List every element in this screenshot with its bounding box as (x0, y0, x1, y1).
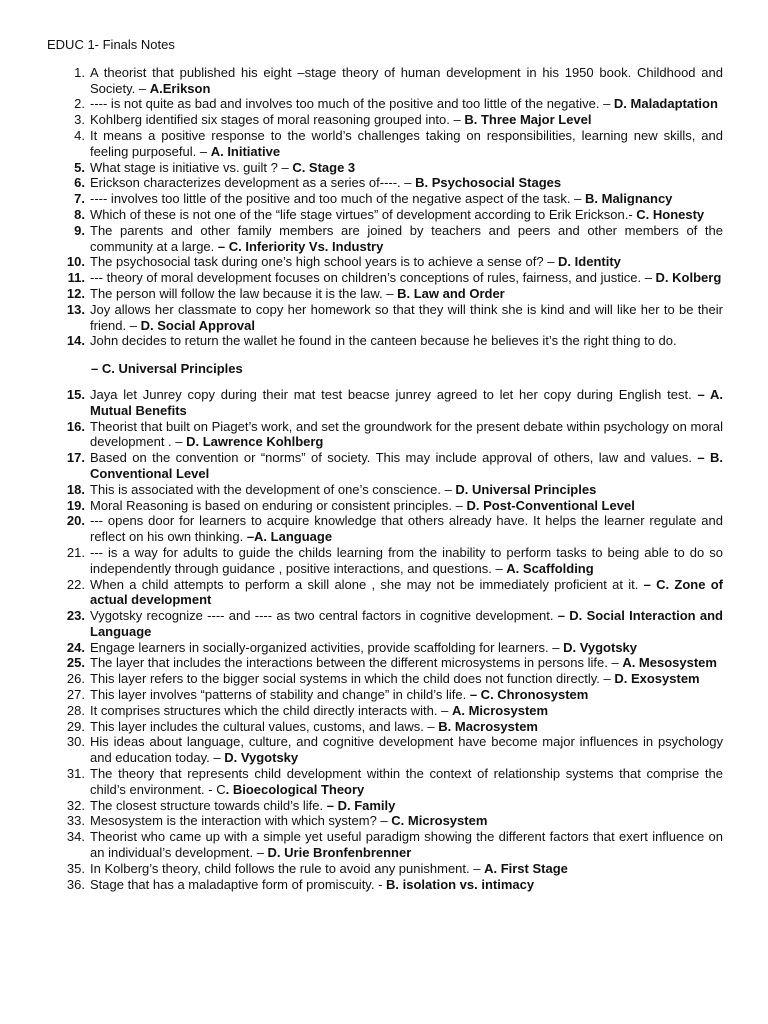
question-number: 13. (66, 301, 85, 317)
question-number: 5. (74, 159, 85, 175)
question-item (47, 387, 723, 419)
question-number: 9. (74, 222, 85, 238)
standalone-answer: – C. Universal Principles (91, 361, 243, 377)
question-text: John decides to return the wallet he found in the canteen because he believes it’s the right thing to do. (90, 333, 677, 349)
question-answer: C. Stage 3 (292, 159, 356, 175)
question-answer: D. Identity (558, 254, 621, 270)
question-item (47, 333, 723, 349)
question-answer: A. Initiative (210, 143, 281, 159)
question-item (47, 671, 723, 687)
question-number: 17. (66, 450, 85, 466)
question-text: Theorist who came up with a simple yet useful paradigm showing the different factors that exert influence on an individual’s development. – (90, 829, 723, 861)
question-number: 14. (66, 333, 85, 349)
question-number: 6. (74, 175, 85, 191)
question-number: 27. (66, 687, 85, 703)
question-item (47, 65, 723, 97)
question-text: This is associated with the development of one’s conscience. – (90, 481, 456, 497)
question-item (47, 175, 723, 191)
question-answer: B. isolation vs. intimacy (386, 876, 535, 892)
question-text: In Kolberg’s theory, child follows the rule to avoid any punishment. – (90, 860, 485, 876)
question-number: 34. (66, 829, 85, 845)
question-number: 15. (66, 386, 85, 402)
question-text: The person will follow the law because it is the law. – (90, 285, 398, 301)
question-item (47, 191, 723, 207)
question-item (47, 798, 723, 814)
question-item (47, 160, 723, 176)
question-number: 20. (66, 513, 85, 529)
question-text: The closest structure towards child’s life. (90, 797, 327, 813)
question-text: The theory that represents child development within the context of relationship systems that comprise the child’s environment. - C (90, 766, 723, 797)
question-answer: B. Macrosystem (438, 718, 538, 734)
question-number: 10. (66, 254, 85, 270)
question-answer: – D. Family (326, 797, 396, 813)
question-answer: A. Mesosystem (622, 655, 717, 671)
question-item (47, 655, 723, 671)
question-answer: C. Microsystem (391, 813, 488, 829)
question-item (47, 766, 723, 798)
question-text: It means a positive response to the world’s challenges taking on responsibilities, learning new skills, and feeling purposeful. – (90, 127, 723, 159)
question-answer: – C. Chronosystem (469, 687, 589, 703)
question-item (47, 703, 723, 719)
question-item (47, 498, 723, 514)
question-item (47, 96, 723, 112)
question-text: --- theory of moral development focuses on children’s conceptions of rules, fairness, and justice. – (90, 270, 656, 286)
question-number: 32. (66, 797, 85, 813)
question-number: 30. (66, 734, 85, 750)
question-number: 22. (66, 576, 85, 592)
question-answer: – C. Inferiority Vs. Industry (217, 238, 384, 254)
question-text: Jaya let Junrey copy during their mat test beacse junrey agreed to let her copy during English test. (90, 386, 698, 402)
question-text: Which of these is not one of the “life stage virtues” of development according to Erik Erickson.- (90, 206, 637, 222)
question-number: 25. (66, 655, 85, 671)
question-answer: D. Universal Principles (455, 481, 597, 497)
question-item (47, 719, 723, 735)
question-item (47, 482, 723, 498)
question-number: 28. (66, 702, 85, 718)
question-text: The psychosocial task during one’s high school years is to achieve a sense of? – (90, 254, 559, 270)
question-item (47, 450, 723, 482)
question-number: 24. (66, 639, 85, 655)
question-item (47, 128, 723, 160)
question-text: ---- involves too little of the positive and too much of the negative aspect of the task. – (90, 191, 585, 207)
question-text: Joy allows her classmate to copy her homework so that they will think she is kind and will like her to be their friend. – (90, 301, 723, 333)
question-item (47, 112, 723, 128)
question-number: 4. (74, 127, 85, 143)
question-number: 8. (74, 206, 85, 222)
question-item (47, 829, 723, 861)
question-item (47, 545, 723, 577)
question-number: 33. (66, 813, 85, 829)
question-answer: D. Kolberg (655, 270, 722, 286)
question-text: What stage is initiative vs. guilt ? – (90, 159, 293, 175)
question-item (47, 687, 723, 703)
question-text: Based on the convention or “norms” of society. This may include approval of others, law and values. (90, 450, 698, 466)
question-number: 3. (74, 112, 85, 128)
question-answer: B. Malignancy (585, 191, 673, 207)
question-answer: A. Microsystem (451, 702, 549, 718)
question-number: 36. (66, 876, 85, 892)
question-answer: D. Exosystem (614, 671, 700, 687)
question-text: The parents and other family members are joined by teachers and peers and other members of the community at a large. (90, 222, 723, 254)
question-text: Theorist that built on Piaget’s work, and set the groundwork for the present debate within psychology on moral development . – (90, 418, 723, 450)
question-text: It comprises structures which the child directly interacts with. – (90, 702, 452, 718)
question-number: 2. (74, 96, 85, 112)
question-number: 23. (66, 608, 85, 624)
question-text: His ideas about language, culture, and cognitive development have become major influences in psychology and education today. – (90, 734, 723, 766)
question-answer: A. First Stage (484, 860, 568, 876)
question-text: Mesosystem is the interaction with which system? – (90, 813, 392, 829)
question-number: 12. (66, 285, 85, 301)
question-answer: D. Vygotsky (224, 750, 299, 766)
question-text: A theorist that published his eight –stage theory of human development in his 1950 book. Childhood and Society. – (90, 64, 723, 96)
question-item (47, 419, 723, 451)
question-text: Engage learners in socially-organized activities, provide scaffolding for learners. – (90, 639, 564, 655)
question-text: This layer involves “patterns of stability and change” in child’s life. (90, 687, 470, 703)
question-number: 18. (66, 481, 85, 497)
question-item (47, 223, 723, 255)
question-item (47, 302, 723, 334)
question-item (47, 254, 723, 270)
question-item (47, 286, 723, 302)
question-number: 11. (67, 270, 85, 286)
question-answer: D. Vygotsky (563, 639, 638, 655)
question-text: ---- is not quite as bad and involves too much of the positive and too little of the negative. – (90, 96, 614, 112)
question-text: Kohlberg identified six stages of moral reasoning grouped into. – (90, 112, 465, 128)
question-answer: – B. Conventional Level (90, 450, 724, 481)
question-text: Moral Reasoning is based on enduring or consistent principles. – (90, 497, 467, 513)
question-number: 31. (66, 766, 85, 782)
question-item (47, 640, 723, 656)
question-answer: –A. Language (246, 529, 333, 545)
question-answer: B. Three Major Level (464, 112, 592, 128)
question-item (47, 577, 723, 609)
question-text: When a child attempts to perform a skill alone , she may not be immediately proficient at it. (90, 576, 644, 592)
question-answer: D. Urie Bronfenbrenner (267, 845, 412, 861)
question-number: 21. (66, 544, 85, 560)
question-text: This layer includes the cultural values, customs, and laws. – (90, 718, 439, 734)
question-text: Stage that has a maladaptive form of promiscuity. - (90, 876, 387, 892)
question-item (47, 207, 723, 223)
question-answer: A.Erikson (149, 80, 211, 96)
question-list-part1 (47, 65, 723, 349)
question-answer: A. Scaffolding (506, 560, 594, 576)
question-item (47, 813, 723, 829)
question-number: 29. (66, 718, 85, 734)
question-number: 16. (66, 418, 85, 434)
question-answer: – D. Social Interaction and Language (90, 608, 723, 639)
question-number: 26. (66, 671, 85, 687)
question-answer: B. Psychosocial Stages (415, 175, 562, 191)
question-answer: – A. Mutual Benefits (90, 386, 723, 418)
question-answer: D. Maladaptation (613, 96, 718, 112)
question-text: Vygotsky recognize ---- and ---- as two central factors in cognitive development. (90, 608, 558, 624)
question-text: --- opens door for learners to acquire knowledge that others already have. It helps the learner regulate and reflect on his own thinking. (90, 513, 723, 545)
question-number: 7. (74, 191, 85, 207)
question-text: This layer refers to the bigger social systems in which the child does not function directly. – (90, 671, 615, 687)
question-answer: D. Lawrence Kohlberg (186, 434, 324, 450)
question-number: 1. (74, 64, 85, 80)
question-answer: C. Honesty (636, 206, 705, 222)
question-answer: D. Post-Conventional Level (466, 497, 635, 513)
document-title: EDUC 1- Finals Notes (47, 37, 175, 52)
question-text: The layer that includes the interactions between the different microsystems in persons life. – (90, 655, 623, 671)
question-answer: . Bioecological Theory (225, 781, 365, 797)
question-item (47, 270, 723, 286)
question-item (47, 877, 723, 893)
question-text: Erickson characterizes development as a series of----. – (90, 175, 416, 191)
question-number: 19. (66, 497, 85, 513)
question-answer: B. Law and Order (397, 285, 505, 301)
question-answer: – C. Zone of actual development (90, 576, 723, 608)
question-item (47, 734, 723, 766)
question-item (47, 861, 723, 877)
question-item (47, 513, 723, 545)
question-text: --- is a way for adults to guide the childs learning from the inability to perform tasks to being able to do so independently through guidance , positive interactions, and questions. – (90, 544, 723, 576)
question-item (47, 608, 723, 640)
question-list-part2 (47, 387, 723, 893)
question-number: 35. (66, 860, 85, 876)
question-answer: D. Social Approval (140, 317, 255, 333)
